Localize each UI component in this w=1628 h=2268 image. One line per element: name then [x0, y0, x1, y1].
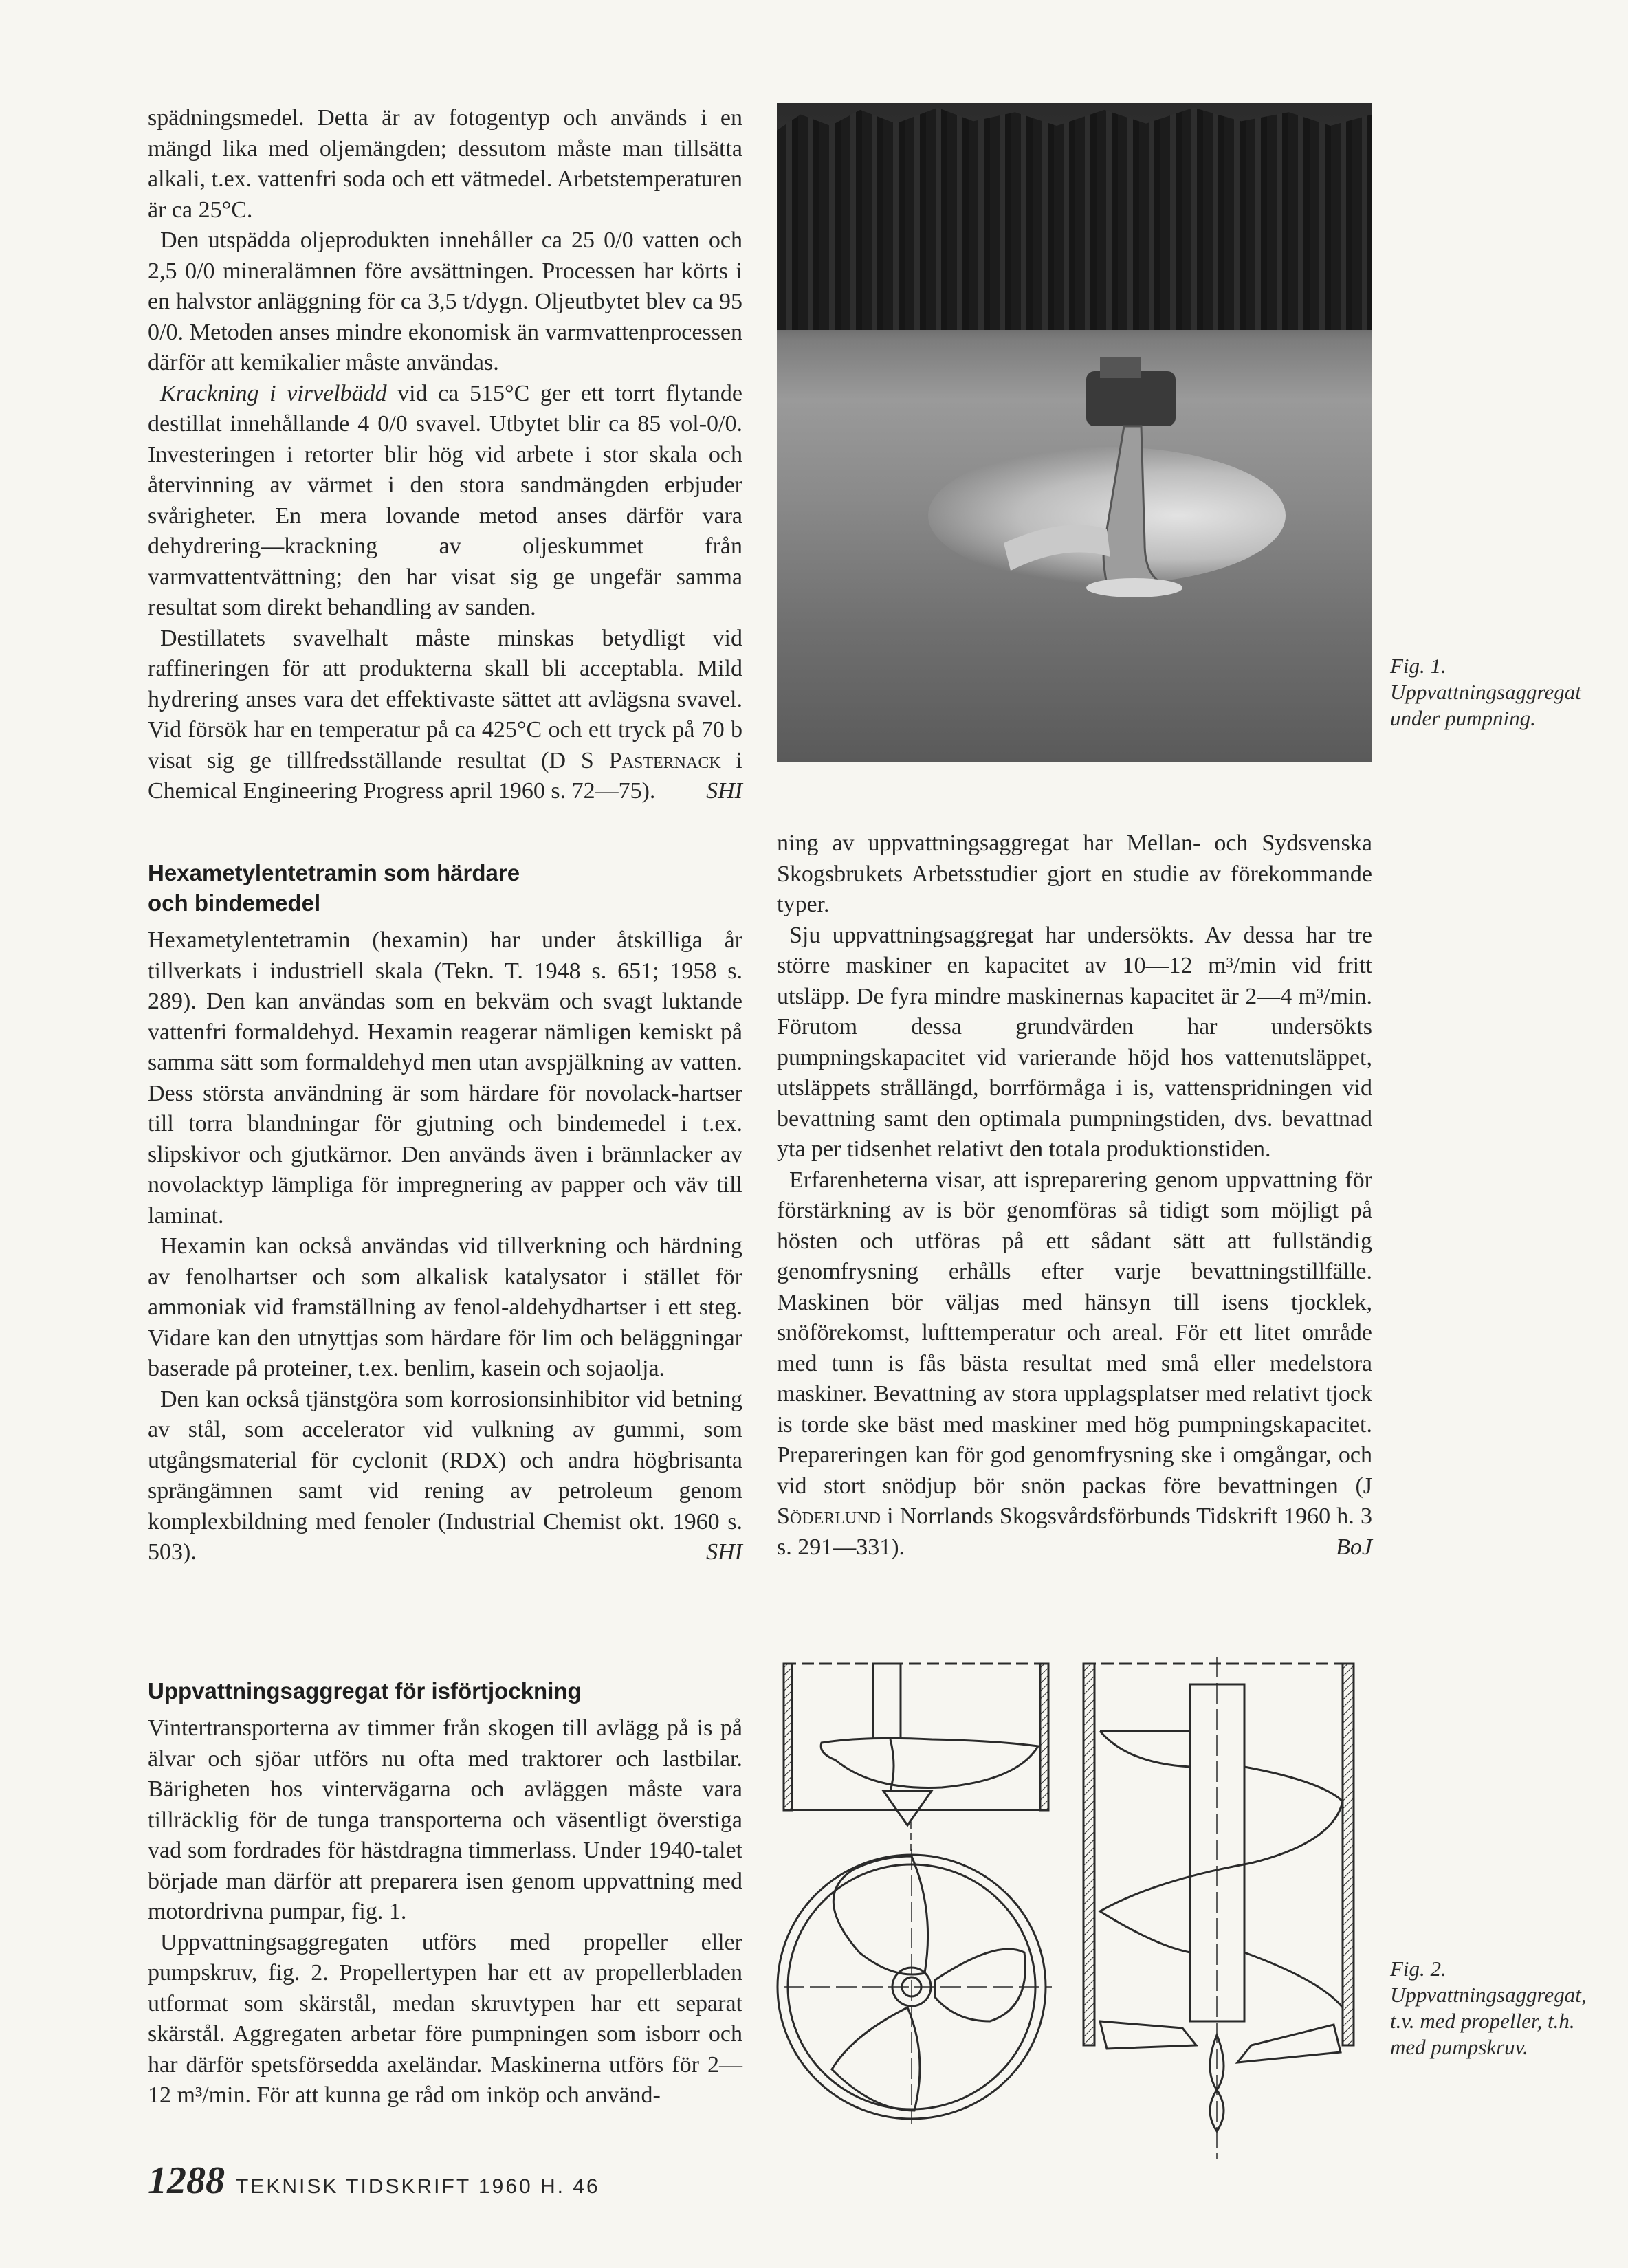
signature: SHI [706, 1539, 742, 1565]
section-heading-uppvattning: Uppvattningsaggregat för isförtjockning [148, 1678, 582, 1704]
author-name: Söderlund [777, 1504, 881, 1529]
propeller-type-side-view [784, 1664, 1048, 1856]
signature: BoJ [1336, 1534, 1372, 1560]
paragraph [777, 1165, 1372, 1563]
paragraph: ning av uppvattningsaggregat har Mellan- och Sydsvenska Skogsbrukets Arbetsstudier gjort en studie av förekommande typer. [777, 830, 1372, 917]
section-heading-hexamin [148, 858, 520, 918]
paragraph [148, 624, 742, 807]
hexamin-body [148, 925, 742, 1568]
paragraph: Hexamin kan också användas vid tillverkning och härdning av fenolhartser och som alkalisk katalysator i stället för ammoniak vid framställning av fenol-aldehydhartser i ett steg. Vidare kan den utnyttjas som härdare för lim och beläggningar baserade på proteiner, t.ex. benlim, kasein och sojaolja. [148, 1233, 742, 1381]
fig1-caption: Fig. 1. Uppvattningsaggregat under pumpning. [1390, 654, 1581, 730]
fig2-caption: Fig. 2. Uppvattningsaggregat, t.v. med propeller, t.h. med pumpskruv. [1390, 1957, 1587, 2059]
paragraph-text: Destillatets svavelhalt måste minskas betydligt vid raffineringen för att produkterna skall bli acceptabla. Mild hydrering anses vara det effektivaste sättet att avlägsna svavel. Vid försök har en temperatur på ca 425°C och ett tryck på 70 b visat sig ge tillfredsställande resultat (D S [148, 625, 742, 773]
paragraph: Uppvattningsaggregaten utförs med propeller eller pumpskruv, fig. 2. Propellertypen har ett av propellerbladen utformat som skärstål, medan skruvtypen har ett separat skärstål. Aggregaten arbetar före pumpningen som isborr och har därför spetsförsedda axeländar. Maskinerna utförs för 2—12 m³/min. För att kunna ge råd om inköp och använd- [148, 1929, 742, 2108]
journal-issue: TEKNISK TIDSKRIFT 1960 H. 46 [236, 2175, 600, 2198]
screw-type-side-view [1084, 1657, 1354, 2159]
paragraph: Sju uppvattningsaggregat har undersökts. Av dessa har tre större maskiner en kapacitet av 10—12 m³/min vid fritt utsläpp. De fyra mindre maskinernas kapacitet är 2—4 m³/min. Förutom dessa grundvärden har undersökts pumpningskapacitet vid varierande höjd hos vattenutsläppet, utsläppets strållängd, borrförmåga i is, vattenspridningen vid bevattning samt den optimala pumpningstiden, dvs. bevattnad yta per tidsenhet relativt den totala produktionstiden. [777, 922, 1372, 1162]
paragraph: Hexametylentetramin (hexamin) har under åtskilliga år tillverkats i industriell skala (Tekn. T. 1948 s. 651; 1958 s. 289). Den kan användas som en bekväm och svagt luktande vattenfri formaldehyd. Hexamin reagerar nämligen kemiskt på samma sätt som formaldehyd men utan avspjälkning av vatten. Dess största användning är som härdare för novolack-hartser till torra blandningar för gjutning och bindemedel i t.ex. slipskivor och gjutkärnor. Den används även i brännlacker av novolacktyp lämpliga för impregnering av papper och väv till laminat. [148, 927, 742, 1229]
paragraph-text: vid ca 515°C ger ett torrt flytande destillat innehållande 4 0/0 svavel. Utbytet blir ca 85 vol-0/0. Investeringen i retorter blir hög vid arbete i stor skala och återvinning av värmet i den stora sandmängden erbjuder svårigheter. En mera lovande metod anses därför vara dehydrering—krackning av oljeskummet från varmvattentvättning; den har visat sig ge ungefär samma resultat som direkt behandling av sanden. [148, 380, 742, 620]
paragraph-text: i Chemical Engineering Progress april 1960 s. 72—75). [148, 747, 743, 804]
page-number: 1288 [148, 2159, 225, 2202]
page-footer [148, 2159, 600, 2203]
paragraph [148, 379, 742, 624]
paragraph-text: Erfarenheterna visar, att ispreparering genom uppvattning för förstärkning av is bör genomföras så tidigt som möjligt på hösten och utföras på ett sådant sätt att fullständig genomfrysning erhålls efter varje bevattningstillfälle. Maskinen bör väljas med hänsyn till isens tjocklek, snöförekomst, lufttemperatur och areal. För ett litet område med tunn is fås bästa resultat med små eller medelstora maskiner. Bevattning av stora upplagsplatser med relativt tjock is torde ske bäst med maskiner med hög pumpningskapacitet. Prepareringen kan för god genomfrysning ske i omgångar, och vid stort snödjup bör snön packas före bevattningen (J [777, 1167, 1372, 1499]
author-name: Pasternack [608, 747, 721, 773]
pump-machine-illustration [777, 103, 1372, 762]
italic-term: Krackning i virvelbädd [160, 380, 387, 406]
article-continuation [148, 103, 742, 807]
paragraph: spädningsmedel. Detta är av fotogentyp och används i en mängd lika med oljemängden; dessutom måste man tillsätta alkali, t.ex. vattenfri soda och ett vätmedel. Arbetstemperaturen är ca 25°C. [148, 105, 742, 223]
propeller-type-top-view [778, 1849, 1052, 2124]
paragraph: Vintertransporterna av timmer från skogen till avlägg på is på älvar och sjöar utförs nu ofta med traktorer och lastbilar. Bärigheten hos vintervägarna och avläggen måste vara tillräcklig för de tunga transporterna och väsentligt överstiga vad som fordrades för hästdragna timmerlass. Under 1940-talet började man därför att preparera isen genom uppvattning med motordrivna pumpar, fig. 1. [148, 1715, 742, 1924]
heading-line: Hexametylentetramin som härdare [148, 860, 520, 885]
uppvattning-body-left [148, 1713, 742, 2111]
fig2-drawing [770, 1650, 1375, 2172]
paragraph [148, 1385, 742, 1568]
uppvattning-body-right [777, 828, 1372, 1563]
signature: SHI [706, 778, 742, 804]
paragraph: Den utspädda oljeprodukten innehåller ca 25 0/0 vatten och 2,5 0/0 mineralämnen före avsättningen. Processen har körts i en halvstor anläggning för ca 3,5 t/dygn. Oljeutbytet blev ca 95 0/0. Metoden anses mindre ekonomisk än varmvattenprocessen därför att kemikalier måste användas. [148, 228, 742, 375]
paragraph-text: Den kan också tjänstgöra som korrosionsinhibitor vid betning av stål, som accelerator vid vulkning av gummi, som utgångsmaterial för cyclonit (RDX) och andra högbrisanta sprängämnen samt vid rening av petroleum genom komplexbildning med fenoler (Industrial Chemist okt. 1960 s. 503). [148, 1386, 742, 1565]
fig1-photo [777, 103, 1372, 762]
heading-line: och bindemedel [148, 890, 321, 916]
paragraph-text: i Norrlands Skogsvårdsförbunds Tidskrift 1960 h. 3 s. 291—331). [777, 1504, 1372, 1560]
